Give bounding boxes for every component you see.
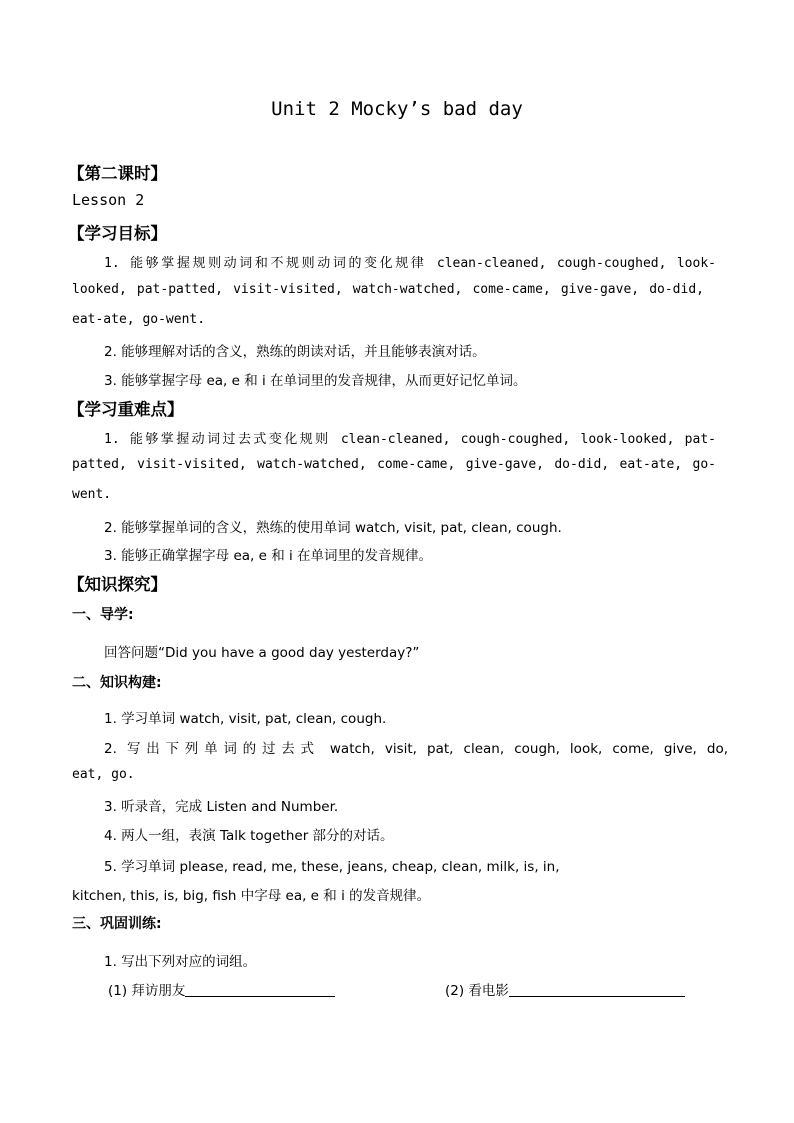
key-point-item-3: 3. 能够正确掌握字母 ea, e 和 i 在单词里的发音规律。 <box>104 548 433 564</box>
build-item-2-line-1: 2. 写出下列单词的过去式 watch, visit, pat, clean, cough, look, come, give, do, <box>104 741 728 757</box>
objective-item-3: 3. 能够掌握字母 ea, e 和 i 在单词里的发音规律，从而更好记忆单词。 <box>104 373 527 389</box>
objective-item-1-line-1: 1. 能够掌握规则动词和不规则动词的变化规律 clean-cleaned, cough-coughed, look- <box>104 256 716 271</box>
key-points-heading: 【学习重难点】 <box>68 400 184 419</box>
exploration-heading: 【知识探究】 <box>68 575 167 594</box>
section-period-heading: 【第二课时】 <box>68 164 167 183</box>
guide-question: 回答问题“Did you have a good day yesterday?” <box>104 645 420 661</box>
answer-blank-1[interactable] <box>185 983 335 997</box>
key-point-item-2: 2. 能够掌握单词的含义，熟练的使用单词 watch, visit, pat, clean, cough. <box>104 520 562 536</box>
practice-heading: 三、巩固训练: <box>72 916 162 932</box>
objectives-heading: 【学习目标】 <box>68 224 167 243</box>
answer-blank-2[interactable] <box>509 983 685 997</box>
build-item-3: 3. 听录音，完成 Listen and Number. <box>104 799 339 815</box>
build-heading: 二、知识构建: <box>72 675 162 691</box>
objective-item-1-line-3: eat-ate, go-went. <box>72 312 206 327</box>
practice-item-1: 1. 写出下列对应的词组。 <box>104 954 257 970</box>
build-item-5-line-2: kitchen, this, is, big, fish 中字母 ea, e 和 i 的发音规律。 <box>72 888 431 904</box>
guide-heading: 一、导学: <box>72 607 134 623</box>
key-point-item-1-line-2: patted, visit-visited, watch-watched, come-came, give-gave, do-did, eat-ate, go- <box>72 457 716 472</box>
document-title: Unit 2 Mocky’s bad day <box>271 98 523 120</box>
objective-item-1-line-2: looked, pat-patted, visit-visited, watch-watched, come-came, give-gave, do-did, <box>72 282 704 297</box>
question-1-label: (1) 拜访朋友 <box>108 983 186 999</box>
lesson-label: Lesson 2 <box>72 191 145 209</box>
build-item-2-line-2: eat, go. <box>72 767 135 782</box>
question-1 <box>108 979 368 999</box>
build-item-1: 1. 学习单词 watch, visit, pat, clean, cough. <box>104 711 387 727</box>
key-point-item-1-line-1: 1. 能够掌握动词过去式变化规则 clean-cleaned, cough-coughed, look-looked, pat- <box>104 432 716 447</box>
build-item-5-line-1: 5. 学习单词 please, read, me, these, jeans, cheap, clean, milk, is, in, <box>104 859 560 875</box>
objective-item-2: 2. 能够理解对话的含义，熟练的朗读对话，并且能够表演对话。 <box>104 344 486 360</box>
question-2-label: (2) 看电影 <box>445 983 509 999</box>
build-item-4: 4. 两人一组，表演 Talk together 部分的对话。 <box>104 828 394 844</box>
question-2 <box>445 979 715 999</box>
key-point-item-1-line-3: went. <box>72 487 112 502</box>
